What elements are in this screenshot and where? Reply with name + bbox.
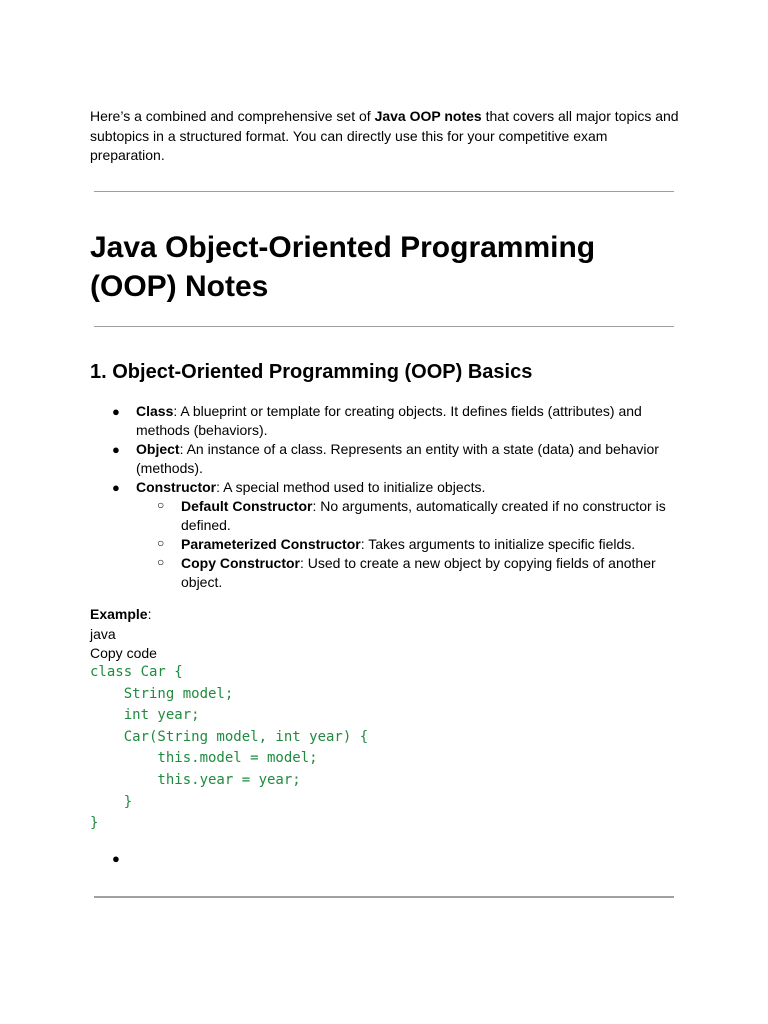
list-item-constructor <box>90 478 680 497</box>
hollow-bullet-icon: ○ <box>157 498 165 512</box>
intro-text-after: that covers all major topics and subtopics in a structured format. You can directly use this for your competitive exam preparation. <box>90 108 679 163</box>
horizontal-rule <box>94 191 674 192</box>
term-object: Object <box>136 441 180 457</box>
desc-copy-constructor: : Used to create a new object by copying fields of another object. <box>181 555 656 590</box>
bullet-icon: ● <box>112 404 120 419</box>
empty-bullet-icon: ● <box>112 851 120 866</box>
sublist-item-copy-constructor <box>90 554 680 592</box>
desc-object: : An instance of a class. Represents an entity with a state (data) and behavior (methods). <box>136 441 659 476</box>
bullet-icon: ● <box>112 442 120 457</box>
bullet-icon: ● <box>112 480 120 495</box>
desc-default-constructor: : No arguments, automatically created if no constructor is defined. <box>181 498 666 533</box>
code-block: class Car { String model; int year; Car(String model, int year) { this.model = model; this.year = year; } } <box>90 664 369 832</box>
horizontal-rule <box>94 326 674 327</box>
code-language-label: java <box>90 625 116 642</box>
hollow-bullet-icon: ○ <box>157 555 165 569</box>
list-item-object <box>90 440 680 478</box>
page-title: Java Object-Oriented Programming (OOP) Notes <box>90 231 596 303</box>
desc-parameterized-constructor: : Takes arguments to initialize specific fields. <box>360 536 636 552</box>
desc-class: : A blueprint or template for creating objects. It defines fields (attributes) and methods (behaviors). <box>136 403 642 438</box>
section-heading: 1. Object-Oriented Programming (OOP) Basics <box>90 361 533 383</box>
example-label-line <box>90 605 680 625</box>
term-parameterized-constructor: Parameterized Constructor <box>181 536 361 552</box>
horizontal-rule <box>94 896 674 898</box>
sublist-item-parameterized-constructor <box>90 535 680 554</box>
example-label: Example <box>90 606 148 622</box>
bullet-list <box>90 402 680 592</box>
intro-text-before: Here’s a combined and comprehensive set of <box>90 108 375 124</box>
example-colon: : <box>147 606 152 622</box>
term-copy-constructor: Copy Constructor <box>181 555 300 571</box>
hollow-bullet-icon: ○ <box>157 536 165 550</box>
term-constructor: Constructor <box>136 479 217 495</box>
intro-text-bold: Java OOP notes <box>374 108 482 124</box>
term-default-constructor: Default Constructor <box>181 498 313 514</box>
list-item-class <box>90 402 680 440</box>
term-class: Class <box>136 403 174 419</box>
example-block <box>90 605 680 664</box>
copy-code-button[interactable]: Copy code <box>90 645 157 661</box>
desc-constructor: : A special method used to initialize objects. <box>216 479 486 495</box>
sublist-item-default-constructor <box>90 497 680 535</box>
intro-paragraph <box>90 107 680 166</box>
